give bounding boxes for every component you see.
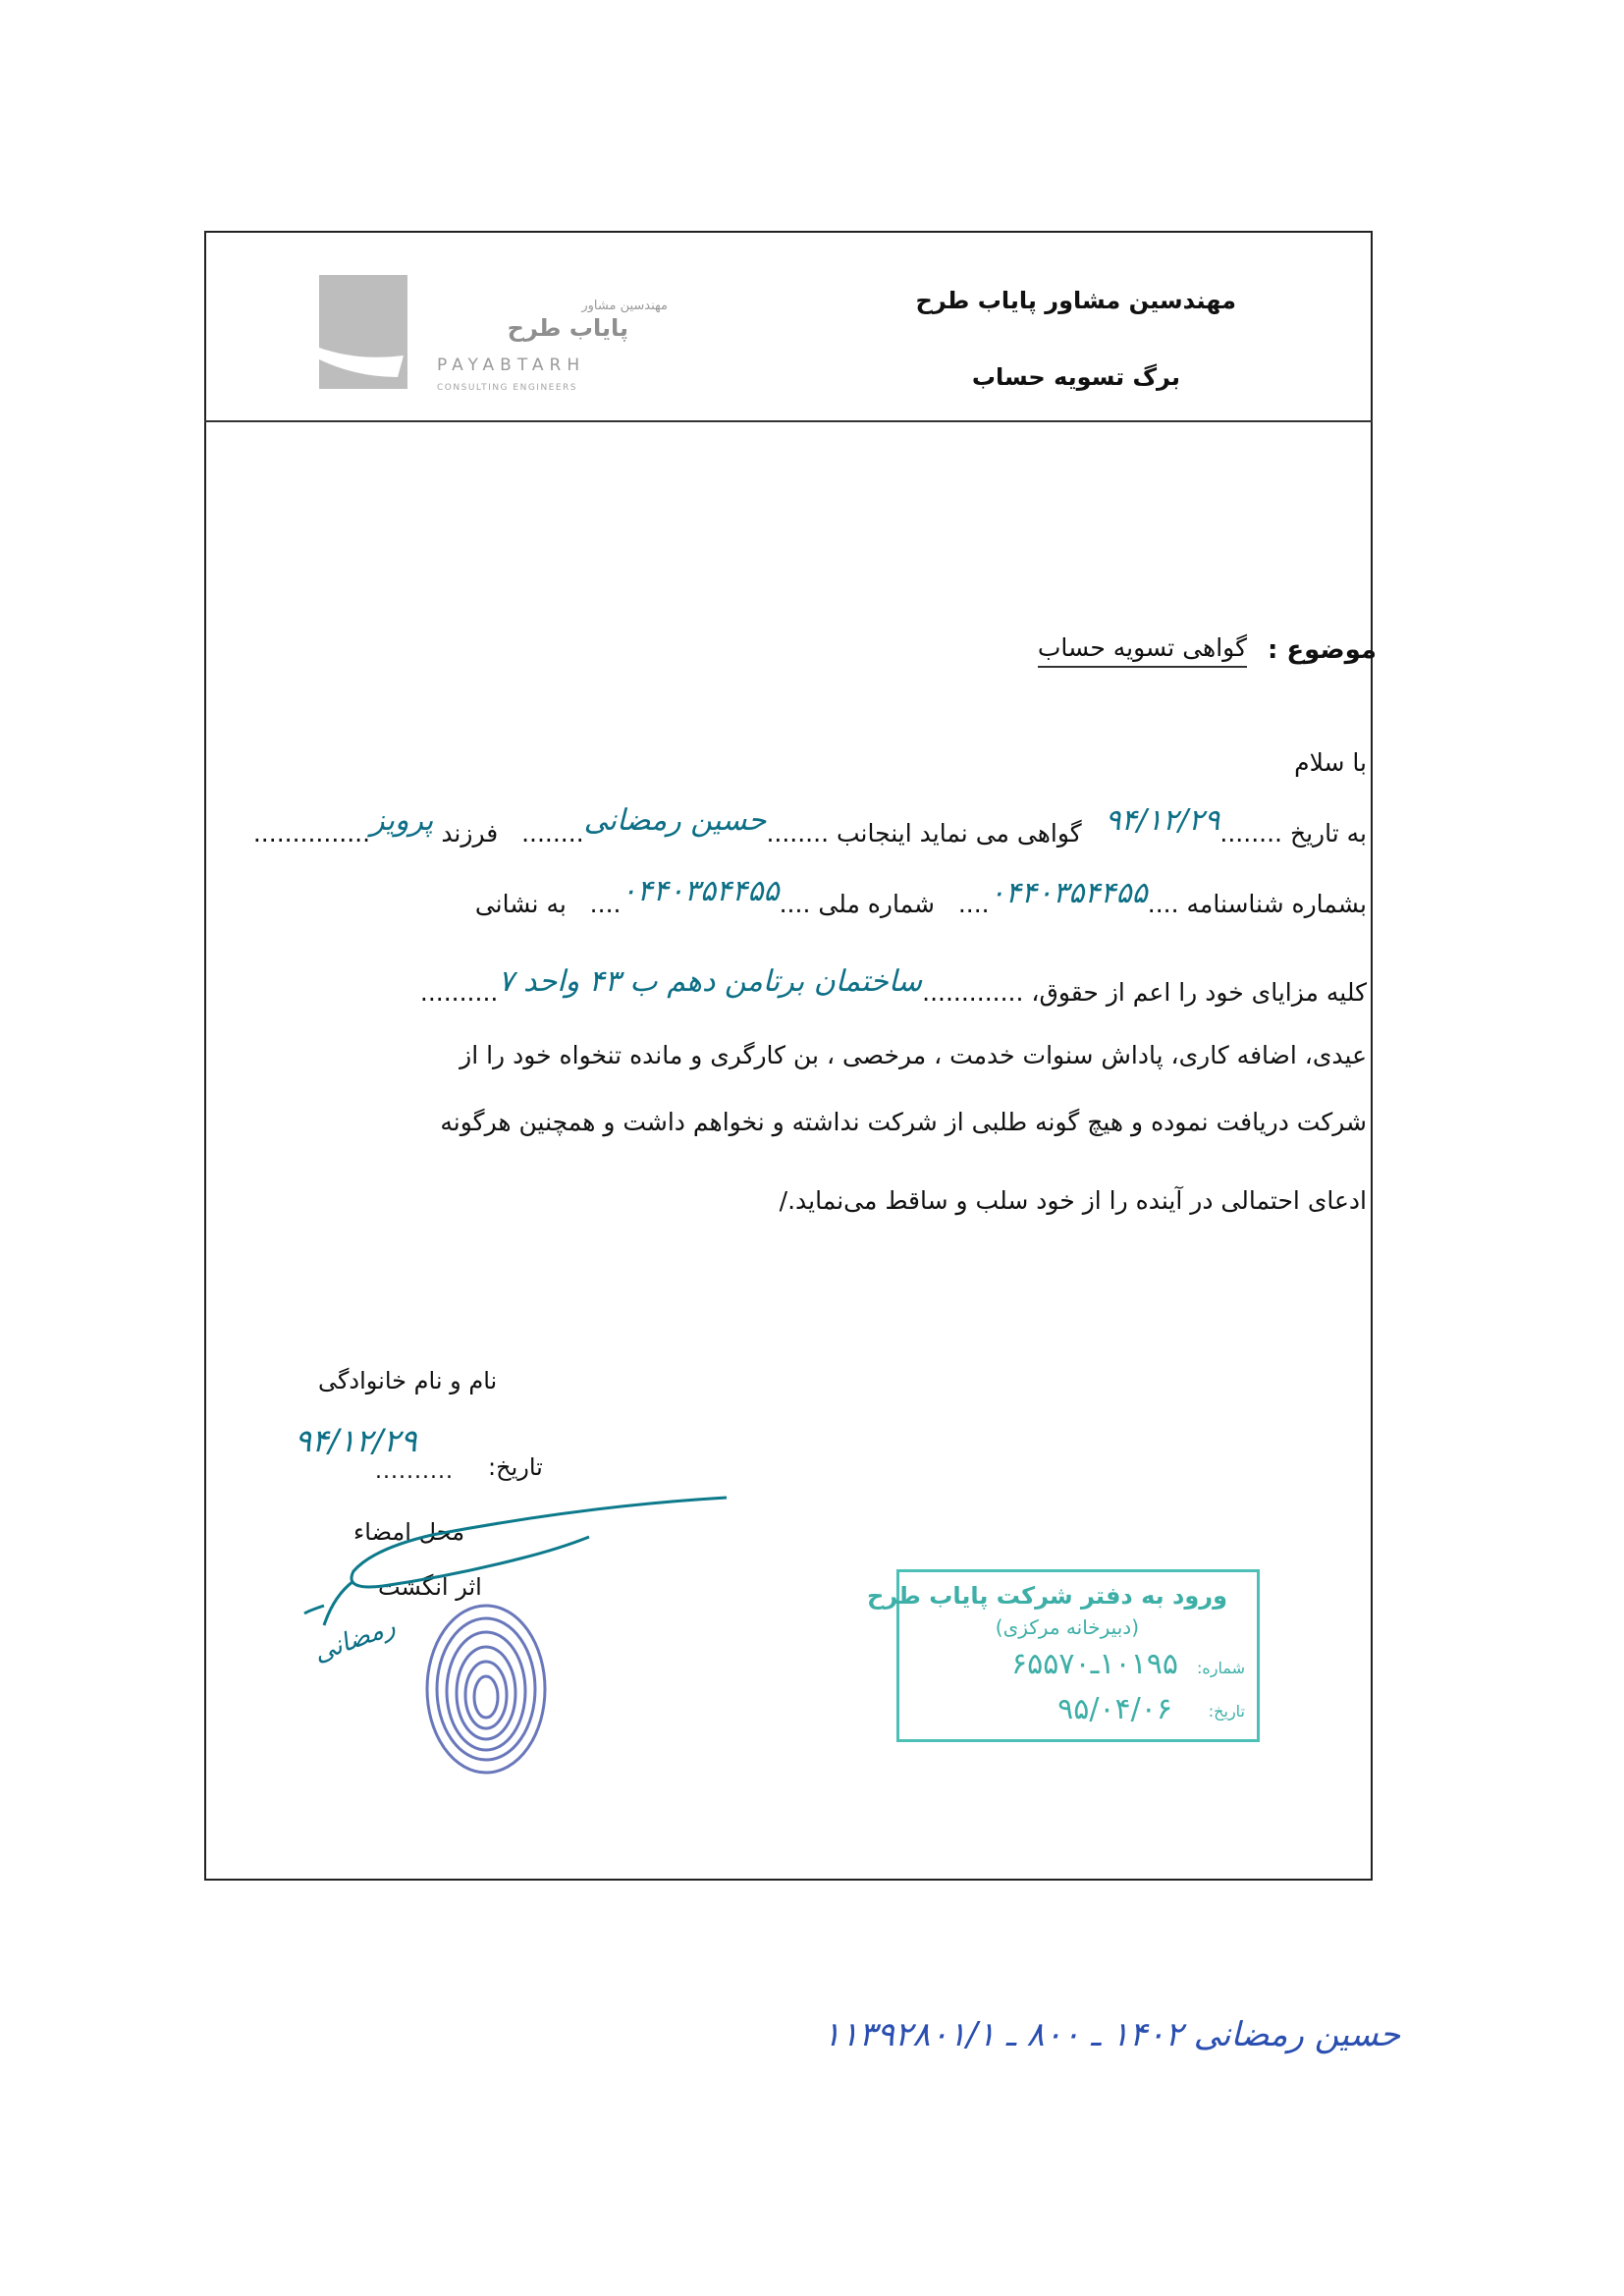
body-line-5: عیدی، اضافه کاری، پاداش سنوات خدمت ، مرخصی ، بن کارگری و مانده تنخواه خود را از [460,1041,1367,1069]
name-label: نام و نام خانوادگی [318,1367,498,1394]
stamp-line-1: ورود به دفتر شرکت پایاب طرح [867,1582,1227,1610]
company-logo-mark [319,275,407,389]
company-name: مهندسین مشاور پایاب طرح [915,287,1236,314]
handwritten-signature-name: رمضانی [309,1612,400,1668]
dotted-field: ........ [766,819,830,847]
body-line-6: شرکت دریافت نموده و هیچ گونه طلبی از شرکت نداشته و نخواهم داشت و همچنین هرگونه [440,1108,1367,1136]
text-fragment: بشماره شناسنامه [1186,890,1367,918]
text-fragment: شماره ملی [818,890,935,918]
dotted-field: ............... [252,819,371,847]
stamp-date-label: تاریخ: [1208,1702,1245,1721]
handwritten-id-number: ۰۴۴۰۳۵۴۴۵۵ [989,876,1148,910]
stamp-line-2: (دبیرخانه مرکزی) [995,1615,1139,1639]
dotted-field: .......... [375,1459,454,1484]
dotted-field: .... [1147,890,1179,918]
handwritten-father-name: پرویز [370,803,434,838]
dotted-field: ........ [521,819,584,847]
handwritten-name: حسین رمضانی [583,803,767,838]
handwritten-national-code: ۰۴۴۰۳۵۴۴۵۵ [621,874,780,908]
header-divider [204,420,1373,422]
dotted-field: ............. [922,978,1024,1007]
stamp-number-value: ۱۰۱۹۵ـ۶۵۵۷۰ [1011,1647,1178,1681]
form-title: برگ تسویه حساب [971,363,1180,391]
signature-place-label: محل امضاء [353,1518,465,1546]
handwritten-date: ۹۴/۱۲/۲۹ [1105,803,1220,838]
subject-label: موضوع : [1267,635,1377,665]
dotted-field: .... [957,890,990,918]
date-label: تاریخ: [488,1453,543,1481]
stamp-date-value: ۹۵/۰۴/۰۶ [1057,1692,1172,1726]
body-line-2 [252,803,1367,849]
subject-text: گواهی تسویه حساب [1038,633,1247,668]
bottom-handwritten-note: حسین رمضانی ۱۴۰۲ ـ ۸۰۰ ـ ۱۱۳۹۲۸۰۱/۱ [823,2015,1401,2054]
text-fragment: گواهی می نماید اینجانب [836,819,1082,847]
dotted-field: .......... [419,978,499,1007]
dotted-field: .... [589,890,622,918]
text-fragment: به تاریخ [1289,819,1367,847]
text-fragment: کلیه مزایای خود را اعم از حقوق، [1031,978,1367,1007]
registration-stamp [867,1569,1260,1742]
greeting: با سلام [1294,748,1367,777]
logo-swoosh-icon [319,275,407,389]
dotted-field: ........ [1219,819,1282,847]
fingerprint-icon [417,1596,555,1782]
body-line-4 [419,964,1367,1009]
logo-sub-en: CONSULTING ENGINEERS [437,383,578,393]
logo-company-small: مهندسین مشاور [581,299,668,313]
handwritten-address: ساختمان برتامن دهم ب ۴۳ واحد ۷ [498,964,923,999]
body-line-7: ادعای احتمالی در آینده را از خود سلب و ساقط می‌نماید./ [779,1186,1367,1215]
logo-name-en: PAYABTARH [437,355,586,375]
text-fragment: به نشانی [474,890,567,918]
text-fragment: فرزند [441,819,499,847]
fingerprint-label: اثر انگشت [378,1573,482,1601]
stamp-number-label: شماره: [1196,1659,1245,1677]
logo-company-fa: پایاب طرح [507,314,628,342]
body-line-3 [474,874,1367,920]
dotted-field: .... [779,890,811,918]
handwritten-sign-date: ۹۴/۱۲/۲۹ [295,1422,417,1459]
